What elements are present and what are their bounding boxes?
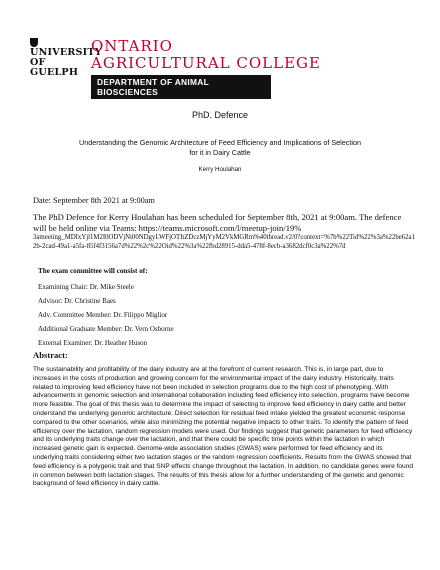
page-title: PhD. Defence <box>191 110 249 120</box>
shield-icon <box>30 38 38 47</box>
committee-member: Advisor: Dr. Christine Baes <box>38 297 116 305</box>
thesis-title-line2: for it in Dairy Cattle <box>189 148 251 157</box>
university-of-guelph-wordmark <box>30 38 102 78</box>
department-bar: DEPARTMENT OF ANIMAL BIOSCIENCES <box>91 75 271 99</box>
author-name: Kerry Houlahan <box>198 166 242 173</box>
defence-intro: The PhD Defence for Kerry Houlahan has been scheduled for September 8th, 2021 at 9:00am. The defence will be held online via Teams: https://teams.microsoft.com/l/meetup-join/19% <box>33 212 402 233</box>
committee-member: Adv. Committee Member: Dr. Filippo Miglior <box>38 311 168 319</box>
thesis-title-line1: Understanding the Genomic Architecture of Feed Efficiency and Implications of Selection <box>79 138 361 147</box>
committee-member: External Examiner: Dr. Heather Huson <box>38 339 148 347</box>
college-name-line2: AGRICULTURAL COLLEGE <box>91 54 321 72</box>
abstract-heading: Abstract: <box>33 350 68 360</box>
thesis-title <box>0 138 440 158</box>
college-block <box>91 38 321 99</box>
university-name: UNIVERSITY OF GUELPH <box>30 47 102 78</box>
teams-link[interactable]: 3ameeting_MDIxYjl1M2I0ODVjNi00NDgyLWFjOTItZDczMjYyM2VkMGRm%40thread.v2/0?context=%7b%22Tid%22%3a%22be62a12b-2cad-49a1-a5fa-85f4f3156a7d%22%2c%22Oid%22%3a%22fbd28915-dda5-478f-8ecb-a3682dcf0c3a%22%7d <box>33 234 415 250</box>
college-name-line1: ONTARIO <box>91 37 173 55</box>
committee-member: Examining Chair: Dr. Mike Steele <box>38 283 134 291</box>
defence-date: Date: September 8th 2021 at 9:00am <box>33 196 155 205</box>
abstract-text: The sustainability and profitability of the dairy industry are at the forefront of current research. This is, in large part, due to increases in the costs of production and growing concern for the environmental impact of the dairy industry. Historically, traits related to improving feed efficiency have not been included in selection programs due to the high cost of phenotyping. With advancements in genomic selection and international collaboration including feed efficiency into selection, programs have become more feasible. The goal of this thesis was to determine the impact of selecting to improve feed efficiency in dairy cattle and better understand the underlying genomic architecture. Direct selection for residual feed intake yielded the greatest economic response compared to the other scenarios, while also minimizing the potential negative impacts to other traits. To identify the pattern of feed efficiency over the lactation, random regression models were used. Our findings suggest that genetic parameters for feed efficiency and its underlying traits change over the lactation, and that there could be specific time points within the lactation in which increased genetic gain is expected. Genome-wide association studies (GWAS) were performed for feed efficiency and its underlying traits considering either two lactation stages or the random regression coefficients. Results from the GWAS showed that feed efficiency is a polygenic trait and that SNP effects change throughout the lactation. In addition, no candidate genes were found in common between both lactation stages. The results of this thesis allow for a further understanding of the genetic and genomic background of feed efficiency in dairy cattle. <box>33 366 413 488</box>
committee-member: Additional Graduate Member: Dr. Vern Osborne <box>38 325 174 333</box>
university-logo <box>30 38 321 99</box>
committee-heading: The exam committee will consist of: <box>38 267 148 275</box>
